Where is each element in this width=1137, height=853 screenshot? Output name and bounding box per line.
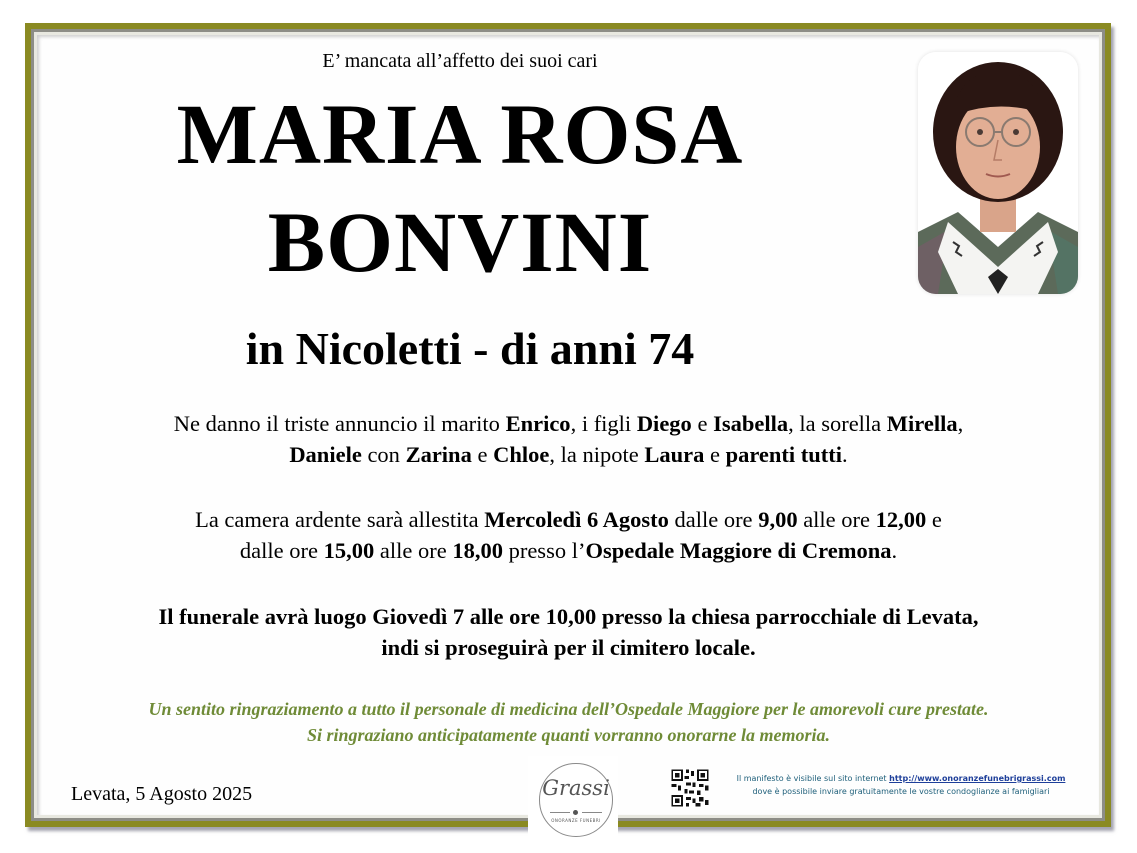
emphasized-text: Laura xyxy=(644,442,705,467)
text-run: e xyxy=(926,507,942,532)
text-run: con xyxy=(361,442,406,467)
website-prefix: Il manifesto è visibile sul sito internet xyxy=(736,774,890,783)
text-run: alle ore xyxy=(374,538,453,563)
logo-name: Grassi xyxy=(542,776,610,800)
text-run: . xyxy=(891,538,898,563)
emphasized-text: Zarina xyxy=(405,442,472,467)
logo-divider-left xyxy=(550,812,570,813)
text-run: , i figli xyxy=(570,411,637,436)
place-date: Levata, 5 Agosto 2025 xyxy=(71,783,253,805)
text-run: alle ore xyxy=(797,507,876,532)
emphasized-text: 15,00 xyxy=(323,538,375,563)
emphasized-text: parenti tutti xyxy=(725,442,843,467)
emphasized-text: Diego xyxy=(636,411,692,436)
intro-text: E’ mancata all’affetto dei suoi cari xyxy=(322,50,598,72)
emphasized-text: 9,00 xyxy=(758,507,798,532)
text-run: , la nipote xyxy=(549,442,645,467)
text-run: Ne danno il triste annuncio il marito xyxy=(173,411,506,436)
emphasized-text: Enrico xyxy=(505,411,571,436)
announcement-line-1 xyxy=(40,408,1097,439)
website-line-2: dove è possibile inviare gratuitamente le vostre condoglianze ai famigliari xyxy=(752,787,1050,796)
wake-paragraph xyxy=(40,504,1097,566)
text-run: e xyxy=(471,442,494,467)
logo-ornament-icon xyxy=(573,810,578,815)
funeral-home-logo xyxy=(539,763,613,837)
emphasized-text: Mercoledì 6 Agosto xyxy=(484,507,669,532)
announcement-paragraph xyxy=(40,408,1097,470)
website-link[interactable]: http://www.onoranzefunebrigrassi.com xyxy=(889,774,1066,783)
website-line-1 xyxy=(720,772,1082,785)
logo-divider-right xyxy=(582,812,602,813)
emphasized-text: Chloe xyxy=(493,442,550,467)
emphasized-text: Mirella xyxy=(886,411,958,436)
funeral-line-2: indi si proseguirà per il cimitero locale. xyxy=(381,635,756,660)
wake-line-2 xyxy=(40,535,1097,566)
text-run: , xyxy=(957,411,964,436)
portrait-photo xyxy=(918,52,1078,294)
logo-subtitle: ONORANZE FUNEBRI xyxy=(551,818,601,823)
text-run: dalle ore xyxy=(668,507,759,532)
wake-line-1 xyxy=(40,504,1097,535)
deceased-name-last: BONVINI xyxy=(267,194,653,290)
text-run: . xyxy=(842,442,848,467)
text-run: e xyxy=(704,442,726,467)
funeral-paragraph xyxy=(40,601,1097,663)
text-run: , la sorella xyxy=(788,411,887,436)
emphasized-text: 12,00 xyxy=(875,507,927,532)
website-notice xyxy=(720,772,1082,798)
text-run: presso l’ xyxy=(502,538,586,563)
married-name-age: in Nicoletti - di anni 74 xyxy=(245,323,695,374)
emphasized-text: 18,00 xyxy=(452,538,503,563)
qr-code-icon[interactable] xyxy=(670,768,710,808)
text-run: La camera ardente sarà allestita xyxy=(195,507,485,532)
emphasized-text: Ospedale Maggiore di Cremona xyxy=(585,538,892,563)
announcement-line-2 xyxy=(40,439,1097,470)
text-run: e xyxy=(691,411,714,436)
thanks-paragraph xyxy=(40,696,1097,748)
deceased-name-first: MARIA ROSA xyxy=(176,86,744,182)
text-run: dalle ore xyxy=(239,538,324,563)
portrait-image xyxy=(918,52,1078,294)
thanks-line-2: Si ringraziano anticipatamente quanti vorranno onorarne la memoria. xyxy=(306,725,831,745)
funeral-line-1: Il funerale avrà luogo Giovedì 7 alle ore 10,00 presso la chiesa parrocchiale di Levata, xyxy=(158,604,979,629)
emphasized-text: Daniele xyxy=(289,442,362,467)
emphasized-text: Isabella xyxy=(713,411,789,436)
thanks-line-1: Un sentito ringraziamento a tutto il personale di medicina dell’Ospedale Maggiore per le amorevoli cure prestate. xyxy=(148,699,989,719)
